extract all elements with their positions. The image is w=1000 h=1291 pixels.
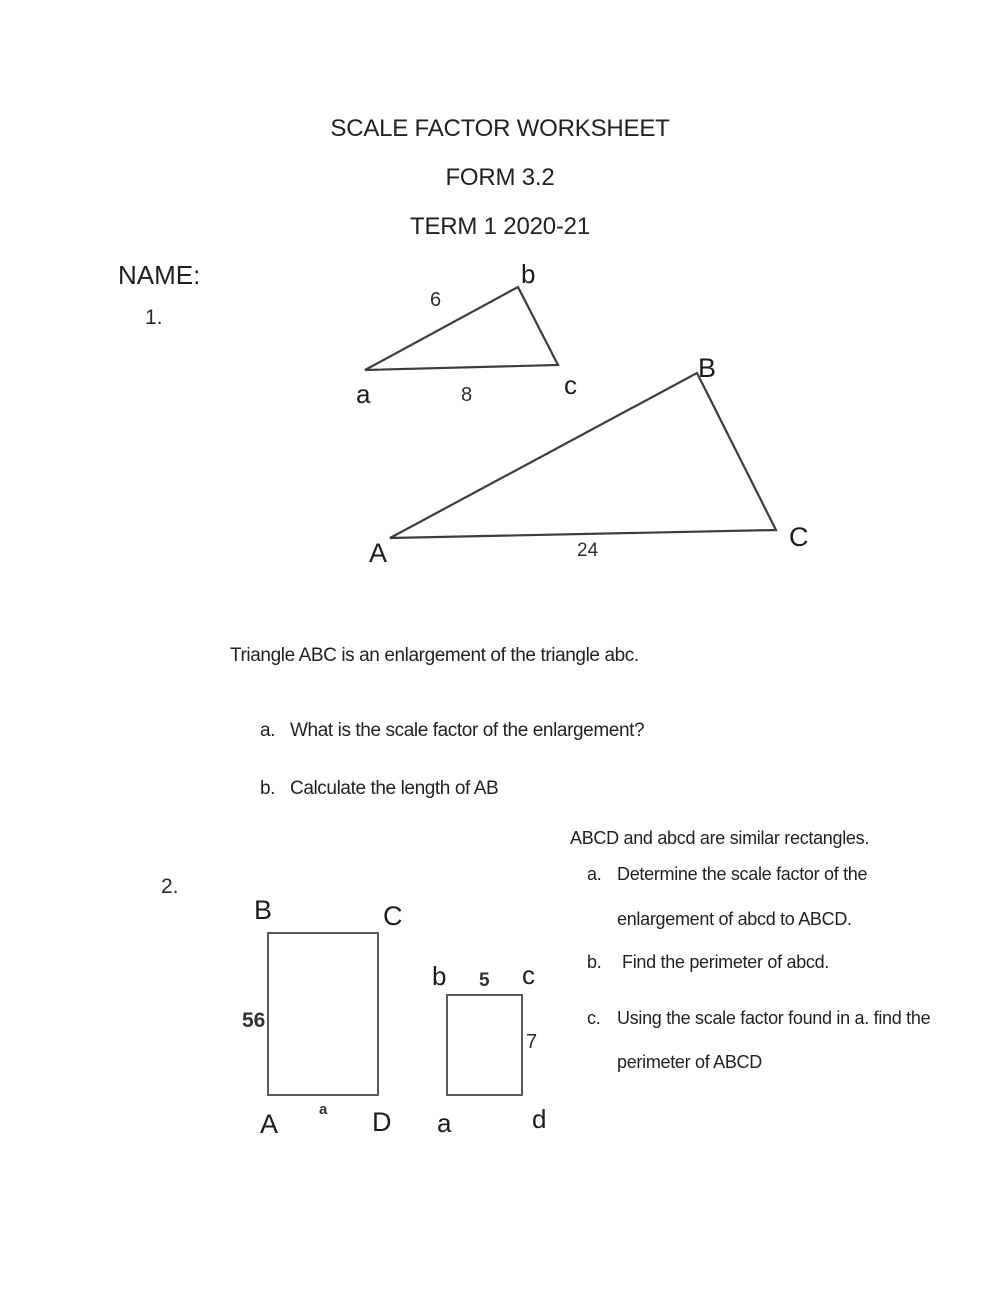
worksheet-form-line: FORM 3.2: [445, 164, 555, 191]
small-rectangle-corner-c-label: c: [522, 960, 535, 990]
large-rectangle-abcd-shape: [268, 933, 378, 1095]
q1-part-a-text: What is the scale factor of the enlargement?: [290, 720, 645, 741]
worksheet-title: SCALE FACTOR WORKSHEET: [330, 115, 670, 142]
large-triangle-side-ac-measure: 24: [577, 540, 599, 561]
q1-part-b-marker: b.: [260, 778, 276, 799]
small-triangle-side-ab-measure: 6: [430, 289, 442, 311]
small-triangle-vertex-b-label: b: [521, 259, 536, 289]
q2-part-a-marker: a.: [587, 864, 602, 884]
small-triangle-side-ac-measure: 8: [461, 384, 473, 406]
large-triangle-vertex-a-label: A: [369, 538, 388, 568]
q2-part-b-line1: Find the perimeter of abcd.: [622, 952, 830, 972]
worksheet-term-line: TERM 1 2020-21: [410, 213, 590, 240]
small-rectangle-corner-d-label: d: [532, 1104, 547, 1134]
large-rectangle-left-side-measure: 56: [242, 1009, 266, 1032]
small-triangle-abc-shape: [365, 287, 558, 370]
q2-part-c-line1: Using the scale factor found in a. find the: [617, 1008, 931, 1028]
q1-part-b-text: Calculate the length of AB: [290, 778, 499, 799]
q1-part-a-marker: a.: [260, 720, 276, 741]
q2-part-c-marker: c.: [587, 1008, 601, 1028]
small-rectangle-abcd-shape: [447, 995, 522, 1095]
q1-statement: Triangle ABC is an enlargement of the triangle abc.: [230, 645, 639, 666]
small-rectangle-corner-a-label: a: [437, 1108, 452, 1138]
question-1-number: 1.: [145, 306, 163, 329]
small-triangle-vertex-c-label: c: [564, 370, 577, 400]
large-rectangle-corner-a-label: A: [260, 1109, 279, 1139]
question-2-number: 2.: [161, 875, 179, 898]
small-triangle-vertex-a-label: a: [356, 379, 371, 409]
large-triangle-abc-shape: [390, 370, 776, 538]
large-rectangle-bottom-side-label: a: [319, 1101, 328, 1118]
q2-part-b-marker: b.: [587, 952, 602, 972]
q2-statement: ABCD and abcd are similar rectangles.: [570, 828, 870, 848]
small-rectangle-top-side-measure: 5: [479, 970, 490, 991]
name-label: NAME:: [118, 260, 201, 290]
q2-part-c-line2: perimeter of ABCD: [617, 1052, 762, 1072]
small-rectangle-right-side-measure: 7: [526, 1031, 538, 1053]
large-triangle-vertex-c-label: C: [789, 522, 809, 552]
large-triangle-vertex-b-label: B: [698, 353, 717, 383]
small-rectangle-corner-b-label: b: [432, 961, 447, 991]
q2-part-a-line1: Determine the scale factor of the: [617, 864, 868, 884]
large-rectangle-corner-b-label: B: [254, 895, 273, 925]
q2-part-a-line2: enlargement of abcd to ABCD.: [617, 909, 852, 929]
large-rectangle-corner-d-label: D: [372, 1107, 392, 1137]
large-rectangle-corner-c-label: C: [383, 901, 403, 931]
